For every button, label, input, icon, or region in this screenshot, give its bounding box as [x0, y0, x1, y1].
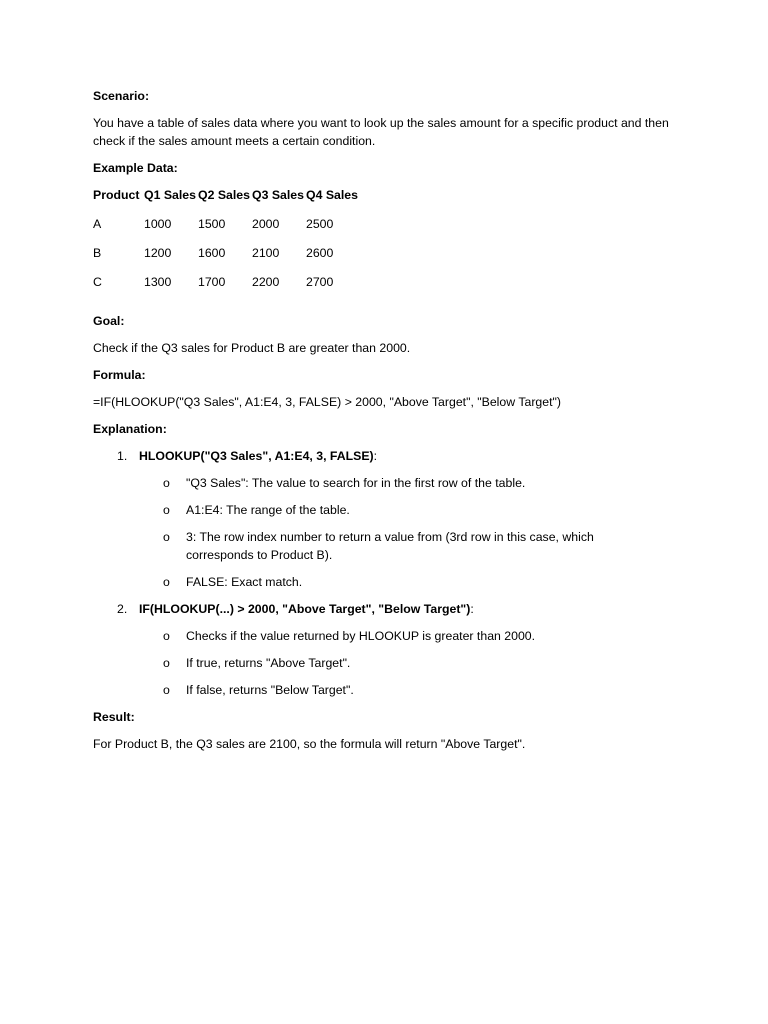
table-header-row	[93, 186, 360, 215]
list-item	[93, 654, 636, 672]
header-q3-sales: Q3 Sales	[252, 188, 304, 202]
step-sublist	[93, 627, 768, 699]
header-product: Product	[93, 188, 140, 202]
cell-q3: 2000	[252, 217, 280, 231]
header-q2-sales: Q2 Sales	[198, 188, 250, 202]
cell-product: A	[93, 217, 102, 231]
step-title: IF(HLOOKUP(...) > 2000, "Above Target", "Below Target")	[139, 602, 471, 616]
step-number: 1.	[117, 449, 128, 463]
list-item-text: 3: The row index number to return a value from (3rd row in this case, which corresponds to Product B).	[186, 530, 594, 562]
header-q4-sales: Q4 Sales	[306, 188, 358, 202]
cell-q1: 1200	[144, 246, 172, 260]
cell-q4: 2700	[306, 275, 334, 289]
list-item-text: If false, returns "Below Target".	[186, 683, 354, 697]
cell-q3: 2200	[252, 275, 280, 289]
list-item	[93, 681, 636, 699]
step-heading	[93, 600, 768, 618]
list-item	[93, 573, 636, 591]
cell-q2: 1700	[198, 275, 226, 289]
bullet-icon: o	[163, 575, 170, 589]
bullet-icon: o	[163, 629, 170, 643]
list-item-text: "Q3 Sales": The value to search for in the first row of the table.	[186, 476, 526, 490]
step-colon: :	[373, 449, 378, 463]
list-item-text: FALSE: Exact match.	[186, 575, 303, 589]
step-sublist	[93, 474, 768, 591]
bullet-icon: o	[163, 530, 170, 544]
formula-text: =IF(HLOOKUP("Q3 Sales", A1:E4, 3, FALSE) > 2000, "Above Target", "Below Target")	[93, 395, 561, 409]
bullet-icon: o	[163, 656, 170, 670]
list-item	[93, 474, 636, 492]
table-row	[93, 244, 360, 273]
explanation-list	[93, 447, 768, 699]
cell-q2: 1600	[198, 246, 226, 260]
scenario-text: You have a table of sales data where you want to look up the sales amount for a specific product and then check if the sales amount meets a certain condition.	[93, 116, 669, 148]
header-q1-sales: Q1 Sales	[144, 188, 196, 202]
list-item-text: If true, returns "Above Target".	[186, 656, 351, 670]
list-item	[93, 528, 636, 564]
explanation-step	[93, 447, 768, 591]
cell-q1: 1300	[144, 275, 172, 289]
cell-product: C	[93, 275, 102, 289]
list-item-text: Checks if the value returned by HLOOKUP is greater than 2000.	[186, 629, 536, 643]
sales-table	[93, 186, 360, 302]
cell-q4: 2600	[306, 246, 334, 260]
step-heading	[93, 447, 768, 465]
goal-heading: Goal:	[93, 314, 125, 328]
example-data-heading: Example Data:	[93, 161, 178, 175]
cell-q2: 1500	[198, 217, 226, 231]
scenario-heading: Scenario:	[93, 89, 150, 103]
step-title: HLOOKUP("Q3 Sales", A1:E4, 3, FALSE)	[139, 449, 374, 463]
result-text: For Product B, the Q3 sales are 2100, so the formula will return "Above Target".	[93, 737, 526, 751]
table-row	[93, 273, 360, 302]
list-item	[93, 501, 636, 519]
list-item-text: A1:E4: The range of the table.	[186, 503, 350, 517]
bullet-icon: o	[163, 683, 170, 697]
cell-q4: 2500	[306, 217, 334, 231]
explanation-heading: Explanation:	[93, 422, 167, 436]
step-colon: :	[470, 602, 474, 616]
list-item	[93, 627, 636, 645]
step-number: 2.	[117, 602, 128, 616]
cell-q3: 2100	[252, 246, 280, 260]
cell-q1: 1000	[144, 217, 172, 231]
goal-text: Check if the Q3 sales for Product B are greater than 2000.	[93, 341, 411, 355]
bullet-icon: o	[163, 476, 170, 490]
formula-heading: Formula:	[93, 368, 146, 382]
cell-product: B	[93, 246, 102, 260]
bullet-icon: o	[163, 503, 170, 517]
result-heading: Result:	[93, 710, 135, 724]
table-row	[93, 215, 360, 244]
explanation-step	[93, 600, 768, 699]
